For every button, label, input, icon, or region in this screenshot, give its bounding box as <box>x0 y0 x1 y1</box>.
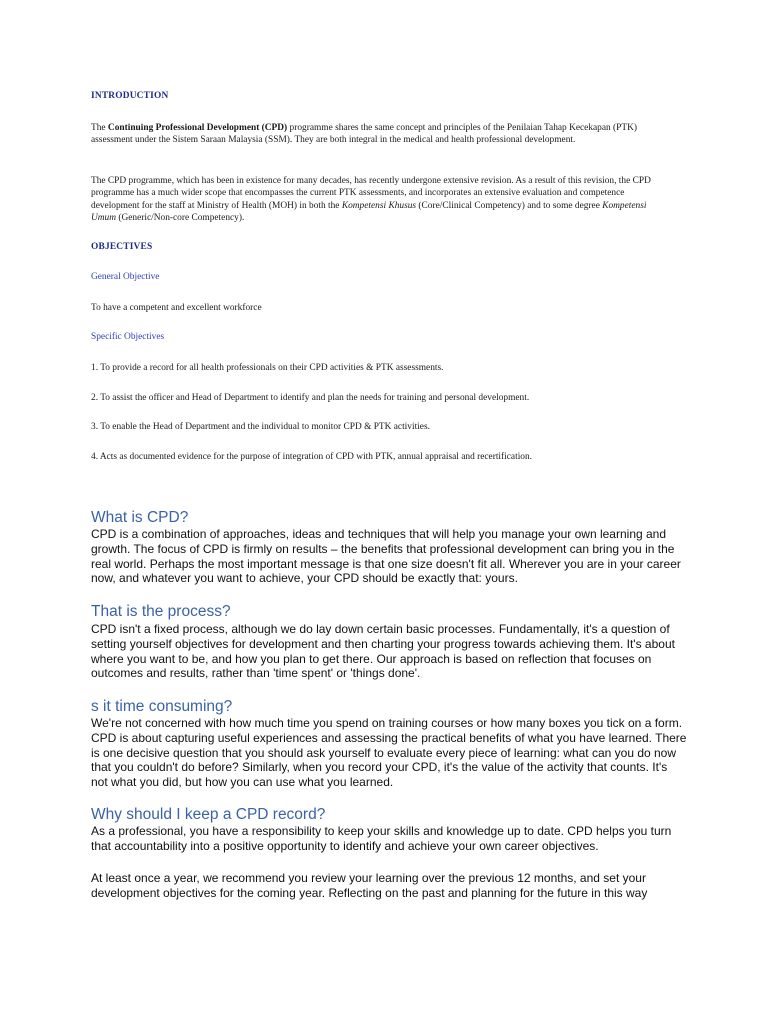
specific-objective-item: 2. To assist the officer and Head of Department to identify and plan the needs for training and personal development. <box>91 393 530 403</box>
section-paragraph: CPD isn't a fixed process, although we do lay down certain basic processes. Fundamentally, it's a question of setting yourself objectives for development and then charting your progress towards achieving them. It's about where you want to be, and how you plan to get there. Our approach is based on reflection that focuses on outcomes and results, rather than 'time spent' or 'things done'. <box>91 622 675 681</box>
introduction-heading: INTRODUCTION <box>91 91 169 101</box>
introduction-paragraph-2 <box>91 175 671 224</box>
specific-objective-item: 3. To enable the Head of Department and the individual to monitor CPD & PTK activities. <box>91 422 430 432</box>
intro-p2-italic-2: Kompetensi Umum <box>91 200 647 223</box>
section-paragraph: We're not concerned with how much time you spend on training courses or how many boxes you tick on a form. CPD is about capturing useful experiences and assessing the practical benefits of what you have learned. There is one decisive question that you should ask yourself to evaluate every piece of learning: what can you do now that you couldn't do before? Similarly, when you record your CPD, it's the value of the activity that counts. It's not what you did, but how you can use what you learned. <box>91 716 687 790</box>
section-heading-time-consuming: s it time consuming? <box>91 698 233 715</box>
section-paragraph: CPD is a combination of approaches, ideas and techniques that will help you manage your own learning and growth. The focus of CPD is firmly on results – the benefits that professional development can bring you in the real world. Perhaps the most important message is that one size doesn't fit all. Wherever you are in your career now, and whatever you want to achieve, your CPD should be exactly that: yours. <box>91 527 681 586</box>
section-heading-process: That is the process? <box>91 603 231 620</box>
general-objective-text: To have a competent and excellent workforce <box>91 303 262 313</box>
intro-p1-post: programme shares the same concept and principles of the Penilaian Tahap Kecekapan (PTK) assessment under the Sistem Saraan Malaysia (SSM). They are both integral in the medical and health professional development. <box>91 123 638 146</box>
objectives-heading: OBJECTIVES <box>91 242 153 252</box>
intro-p2-mid: (Core/Clinical Competency) and to some degree <box>416 200 603 211</box>
specific-objectives-heading: Specific Objectives <box>91 332 165 342</box>
intro-p1-pre: The <box>91 123 108 133</box>
intro-p2-post: (Generic/Non-core Competency). <box>116 212 245 223</box>
specific-objective-item: 1. To provide a record for all health professionals on their CPD activities & PTK assessments. <box>91 363 444 373</box>
section-paragraph: As a professional, you have a responsibility to keep your skills and knowledge up to date. CPD helps you turn that accountability into a positive opportunity to identify and achieve your own career objectives. <box>91 824 672 853</box>
intro-p1-bold: Continuing Professional Development (CPD) <box>107 123 288 133</box>
specific-objective-item: 4. Acts as documented evidence for the purpose of integration of CPD with PTK, annual appraisal and recertification. <box>91 452 533 462</box>
section-paragraph: At least once a year, we recommend you review your learning over the previous 12 months, and set your development objectives for the coming year. Reflecting on the past and planning for the future in this way <box>91 871 648 900</box>
introduction-paragraph-1 <box>91 122 671 147</box>
general-objective-heading: General Objective <box>91 272 160 282</box>
section-heading-what-is-cpd: What is CPD? <box>91 509 189 526</box>
section-heading-why-record: Why should I keep a CPD record? <box>91 806 326 823</box>
intro-p2-pre: The CPD programme, which has been in existence for many decades, has recently undergone extensive revision. As a result of this revision, the CPD programme has a much wider scope that encompasses the current PTK assessments, and incorporates an extensive evaluation and competence development for the staff at Ministry of Health (MOH) in both the <box>91 176 651 211</box>
intro-p2-italic-1: Kompetensi Khusus <box>341 200 417 211</box>
